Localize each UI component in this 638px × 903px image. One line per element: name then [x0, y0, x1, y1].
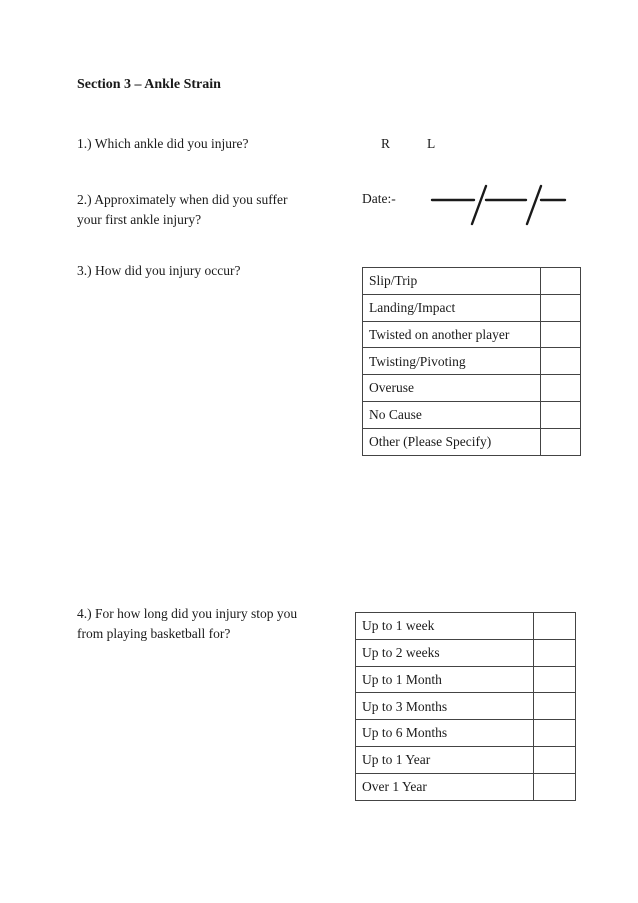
- option-label: No Cause: [363, 401, 541, 428]
- checkbox-cell[interactable]: [534, 613, 576, 640]
- table-row: [363, 401, 581, 428]
- checkbox-cell[interactable]: [534, 639, 576, 666]
- question-3-text: 3.) How did you injury occur?: [77, 263, 241, 278]
- checkbox-cell[interactable]: [541, 294, 581, 321]
- time-off-table: [355, 612, 576, 801]
- question-4-line2: from playing basketball for?: [77, 626, 231, 641]
- date-label: Date:-: [362, 191, 396, 206]
- checkbox-cell[interactable]: [541, 428, 581, 455]
- date-entry-field[interactable]: [428, 180, 570, 228]
- checkbox-cell[interactable]: [541, 375, 581, 402]
- checkbox-cell[interactable]: [541, 348, 581, 375]
- question-2-text: [77, 190, 287, 230]
- option-label: Over 1 Year: [356, 773, 534, 800]
- option-right-ankle[interactable]: R: [381, 136, 391, 151]
- option-label: Slip/Trip: [363, 268, 541, 295]
- injury-cause-table: [362, 267, 581, 456]
- option-label: Up to 1 Year: [356, 746, 534, 773]
- table-row: [356, 773, 576, 800]
- table-row: [356, 639, 576, 666]
- table-row: [356, 613, 576, 640]
- date-slash-1: [472, 186, 486, 224]
- question-2-line1: 2.) Approximately when did you suffer: [77, 192, 288, 207]
- option-label: Up to 2 weeks: [356, 639, 534, 666]
- option-label: Other (Please Specify): [363, 428, 541, 455]
- checkbox-cell[interactable]: [534, 720, 576, 747]
- table-row: [356, 720, 576, 747]
- table-row: [356, 746, 576, 773]
- checkbox-cell[interactable]: [534, 693, 576, 720]
- table-row: [363, 294, 581, 321]
- checkbox-cell[interactable]: [541, 321, 581, 348]
- option-left-ankle[interactable]: L: [427, 136, 436, 151]
- table-row: [363, 428, 581, 455]
- checkbox-cell[interactable]: [541, 268, 581, 295]
- option-label: Up to 3 Months: [356, 693, 534, 720]
- question-1-text: 1.) Which ankle did you injure?: [77, 136, 249, 151]
- table-row: [363, 268, 581, 295]
- question-4-text: [77, 604, 297, 644]
- option-label: Up to 6 Months: [356, 720, 534, 747]
- checkbox-cell[interactable]: [534, 666, 576, 693]
- table-row: [356, 666, 576, 693]
- table-row: [363, 375, 581, 402]
- question-2-line2: your first ankle injury?: [77, 212, 202, 227]
- option-label: Overuse: [363, 375, 541, 402]
- option-label: Up to 1 Month: [356, 666, 534, 693]
- table-row: [363, 321, 581, 348]
- table-row: [356, 693, 576, 720]
- table-row: [363, 348, 581, 375]
- section-title: Section 3 – Ankle Strain: [77, 77, 221, 92]
- date-slash-2: [527, 186, 541, 224]
- checkbox-cell[interactable]: [534, 773, 576, 800]
- option-label: Twisting/Pivoting: [363, 348, 541, 375]
- option-label: Up to 1 week: [356, 613, 534, 640]
- checkbox-cell[interactable]: [534, 746, 576, 773]
- option-label: Landing/Impact: [363, 294, 541, 321]
- question-4-line1: 4.) For how long did you injury stop you: [77, 606, 298, 621]
- option-label: Twisted on another player: [363, 321, 541, 348]
- checkbox-cell[interactable]: [541, 401, 581, 428]
